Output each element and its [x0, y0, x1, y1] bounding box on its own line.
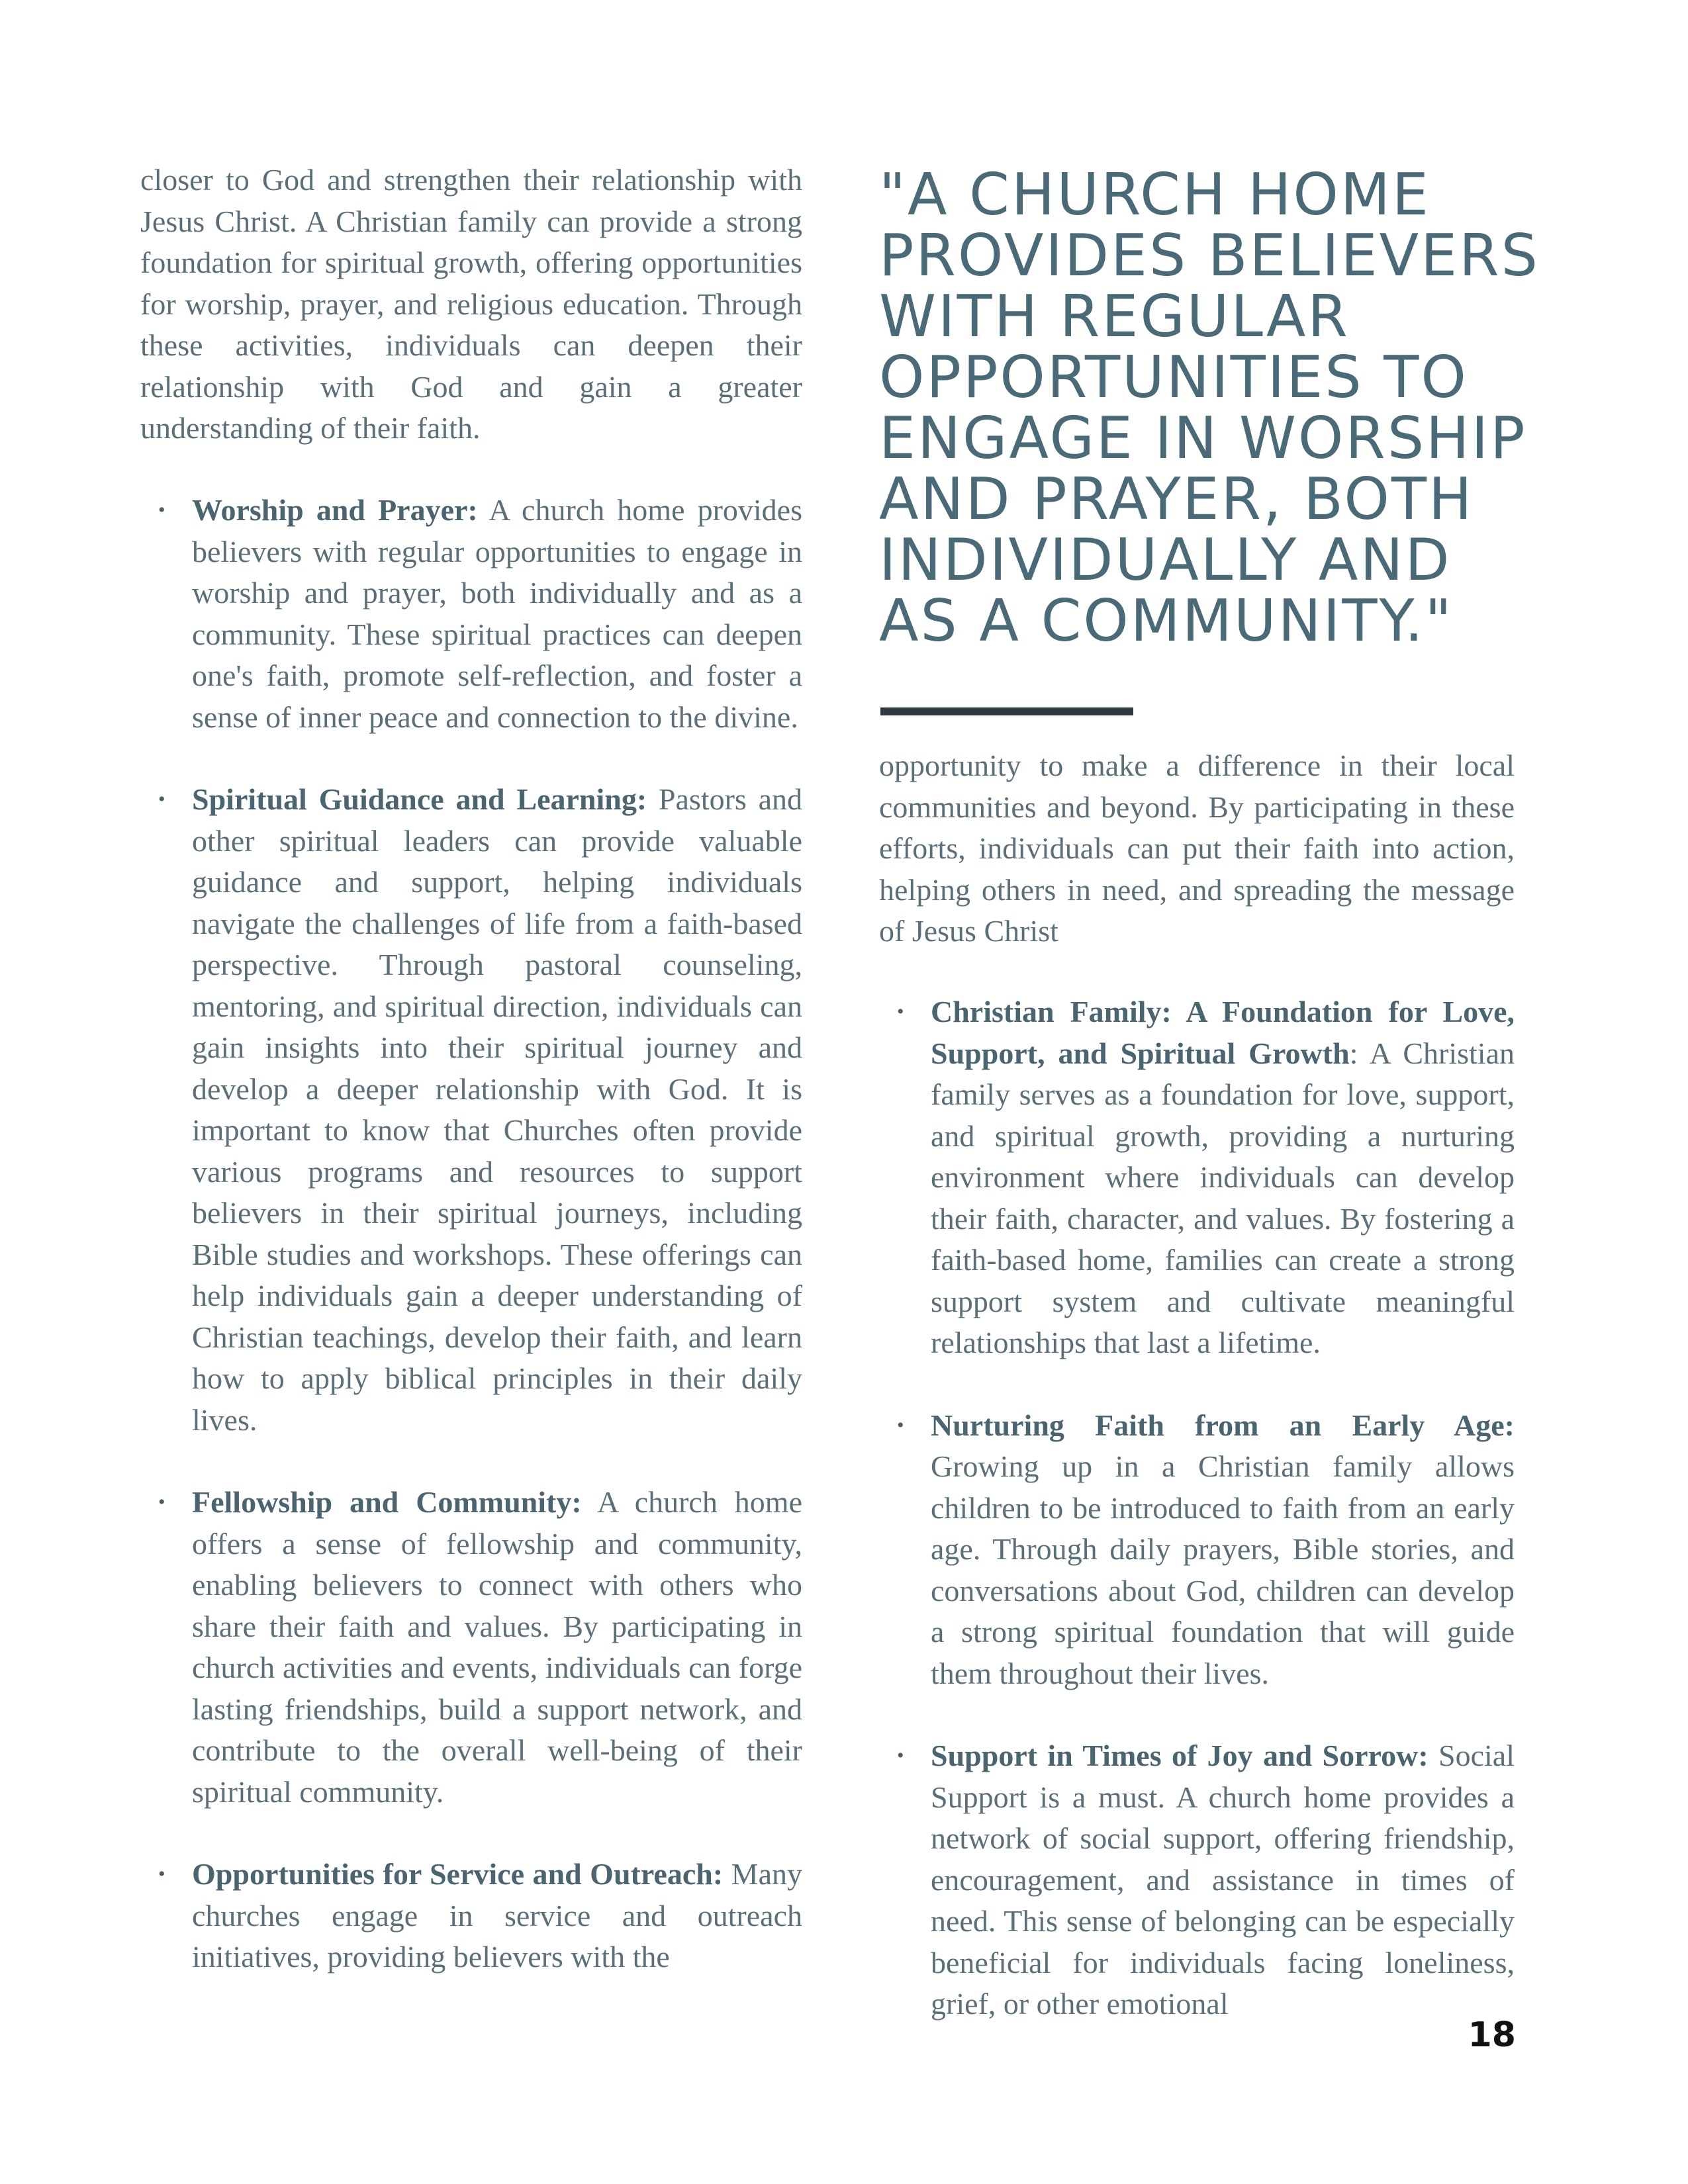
- left-intro-paragraph: closer to God and strengthen their relationship with Jesus Christ. A Christian family can provide a strong foundation for spiritual growth, offering opportunities for worship, prayer, and religious education. Through these activities, individuals can deepen their relationship with God and gain a greater understanding of their faith.: [140, 163, 802, 445]
- list-item-heading: Nurturing Faith from an Early Age:: [931, 1408, 1515, 1442]
- list-item-christian-family: [879, 991, 1515, 1364]
- list-item-heading: Spiritual Guidance and Learning:: [192, 782, 647, 816]
- left-bullet-list: [140, 490, 802, 2019]
- list-item-joy-and-sorrow: [879, 1735, 1515, 2025]
- list-item-spiritual-guidance: [140, 779, 802, 1441]
- list-item-text: Many churches engage in service and outreach initiatives, providing believers with the: [192, 1857, 802, 1974]
- list-item-heading: Fellowship and Community:: [192, 1485, 582, 1519]
- pull-quote-divider: [880, 707, 1133, 715]
- right-bullet-list: [879, 991, 1515, 2066]
- list-item-heading: Support in Times of Joy and Sorrow:: [931, 1739, 1429, 1772]
- list-item-fellowship: [140, 1482, 802, 1813]
- page-number: 18: [1468, 2015, 1516, 2055]
- list-item-heading: Opportunities for Service and Outreach:: [192, 1857, 724, 1891]
- pull-quote: "A CHURCH HOME PROVIDES BELIEVERS WITH REGULAR OPPORTUNITIES TO ENGAGE IN WORSHIP AND PRAYER, BOTH INDIVIDUALLY AND AS A COMMUNITY.": [879, 161, 1540, 655]
- list-item-worship-and-prayer: [140, 490, 802, 738]
- list-item-text: Pastors and other spiritual leaders can provide valuable guidance and support, helping individuals navigate the challenges of life from a faith-based perspective. Through pastoral counseling, mentoring, and spiritual direction, individuals can gain insights into their spiritual journey and develop a deeper relationship with God. It is important to know that Churches often provide various programs and resources to support believers in their spiritual journeys, including Bible studies and workshops. These offerings can help individuals gain a deeper understanding of Christian teachings, develop their faith, and learn how to apply biblical principles in their daily lives.: [192, 782, 802, 1437]
- list-item-text: : A Christian family serves as a foundation for love, support, and spiritual growth, providing a nurturing environment where individuals can develop their faith, character, and values. By fostering a faith-based home, families can create a strong support system and cultivate meaningful relationships that last a lifetime.: [931, 1036, 1515, 1359]
- list-item-heading: Christian Family: A Foundation for Love, Support, and Spiritual Growth: [931, 995, 1515, 1070]
- right-intro-paragraph: opportunity to make a difference in their local communities and beyond. By participating in these efforts, individuals can put their faith into action, helping others in need, and spreading the message of Jesus Christ: [879, 749, 1515, 948]
- list-item-text: A church home offers a sense of fellowship and community, enabling believers to connect with others who share their faith and values. By participating in church activities and events, individuals can forge lasting friendships, build a support network, and contribute to the overall well-being of their spiritual community.: [192, 1485, 802, 1809]
- list-item-text: A church home provides believers with regular opportunities to engage in worship and prayer, both individually and as a community. These spiritual practices can deepen one's faith, promote self-reflection, and foster a sense of inner peace and connection to the divine.: [192, 493, 802, 734]
- list-item-service-outreach: [140, 1854, 802, 1978]
- list-item-nurturing-faith: [879, 1405, 1515, 1695]
- list-item-text: Social Support is a must. A church home provides a network of social support, offering friendship, encouragement, and assistance in times of need. This sense of belonging can be especially beneficial for individuals facing loneliness, grief, or other emotional: [931, 1739, 1515, 2021]
- list-item-text: Growing up in a Christian family allows children to be introduced to faith from an early age. Through daily prayers, Bible stories, and conversations about God, children can develop a strong spiritual foundation that will guide them throughout their lives.: [931, 1449, 1515, 1690]
- list-item-heading: Worship and Prayer:: [192, 493, 478, 527]
